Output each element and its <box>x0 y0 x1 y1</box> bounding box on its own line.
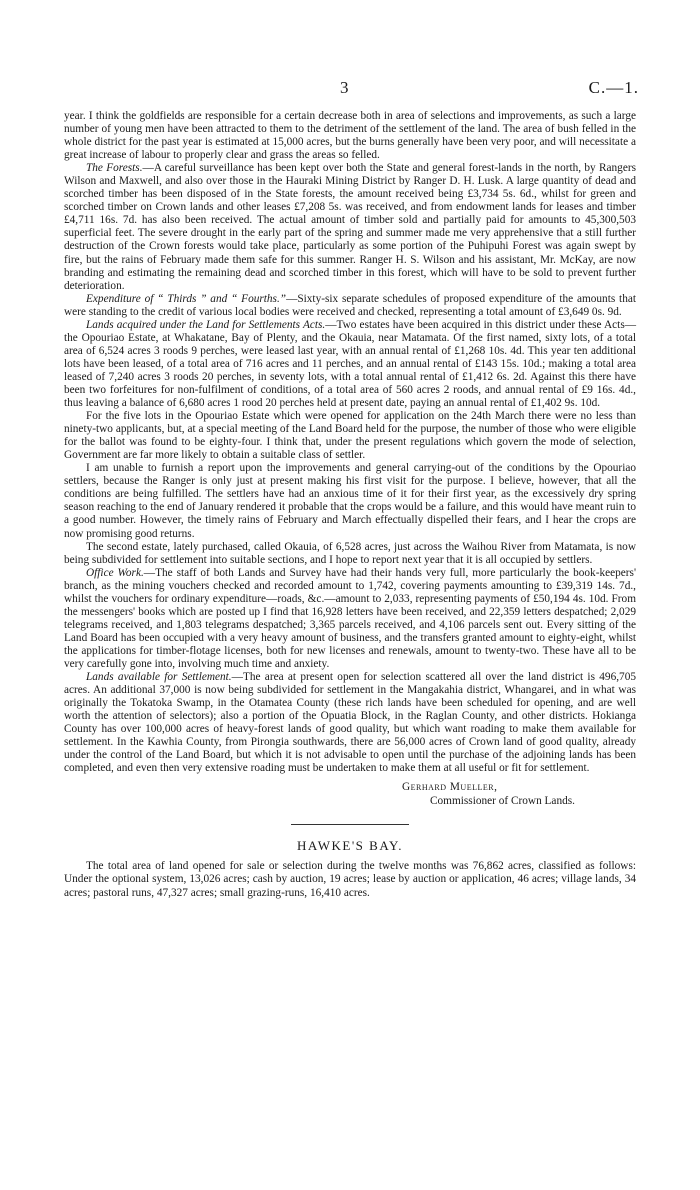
paragraph-thirds-fourths: Expenditure of “ Thirds ” and “ Fourths.”—Sixty-six separate schedules of proposed expenditure of the amounts that were standing to the credit of various local bodies were received and checked, representing a total amount of £3,649 0s. 9d. <box>64 292 636 318</box>
section-heading: Lands available for Settlement. <box>86 671 232 684</box>
paragraph-lands-available: Lands available for Settlement.—The area at present open for selection scattered all over the land district is 496,705 acres. An additional 37,000 is now being subdivided for settlement in the Mangakahia district, Whangarei, and in what was originally the Tokatoka Swamp, in the Otamatea County (these rich lands have been scheduled for opening, and are well worth the attention of selectors); also a portion of the Opuatia Block, in the Raglan County, and other districts. Hokianga County has over 100,000 acres of heavy-forest lands of good quality, but which want roading to make them available for settlement. In the Kawhia County, from Pirongia southwards, there are 56,000 acres of Crown land of good quality, already under the control of the Land Board, but which it is not advisable to open until the purchase of the adjoining lands has been completed, and even then very extensive roading must be undertaken to make them at all useful or fit for settlement. <box>64 671 636 775</box>
paragraph-okauia: The second estate, lately purchased, called Okauia, of 6,528 acres, just across the Waihou River from Matamata, is now being subdivided for settlement into suitable sections, and I hope to report next year that it is all occupied by settlers. <box>64 540 636 566</box>
paragraph-goldfields: year. I think the goldfields are responsible for a certain decrease both in area of selections and improvements, as such a large number of young men have been attracted to them to the detriment of the settlement of the land. The area of bush felled in the whole district for the past year is estimated at 15,000 acres, but the burns generally have been very poor, and will necessitate a great increase of labour to properly clear and grass the areas so felled. <box>64 110 636 162</box>
page-header <box>0 78 700 100</box>
document-reference: C.—1. <box>588 78 639 97</box>
section-heading: Lands acquired under the Land for Settlements Acts. <box>86 318 326 331</box>
signature-block <box>64 781 636 808</box>
page-number: 3 <box>340 78 349 97</box>
section-divider <box>291 824 409 825</box>
section-heading: The Forests. <box>86 162 143 175</box>
paragraph-hawkes-bay: The total area of land opened for sale or selection during the twelve months was 76,862 acres, classified as follows: Under the optional system, 13,026 acres; cash by auction, 19 acres; lease by auction or application, 46 acres; village lands, 34 acres; pastoral runs, 47,327 acres; small grazing-runs, 16,410 acres. <box>64 860 636 899</box>
signatory-title: Commissioner of Crown Lands. <box>430 794 575 807</box>
paragraph-office-work: Office Work.—The staff of both Lands and Survey have had their hands very full, more particularly the book-keepers' branch, as the mining vouchers checked and recorded amount to 1,742, covering payments amounting to £39,319 14s. 7d., whilst the vouchers for ordinary expenditure—roads, &c.—amount to 2,033, representing payments of £50,194 4s. 10d. From the messengers' books which are posted up I find that 16,928 letters have been received, and 22,359 letters despatched; 2,029 telegrams received, and 1,803 telegrams despatched; 3,365 parcels received, and 4,106 parcels sent out. Every sitting of the Land Board has been occupied with a very heavy amount of business, and the transfers granted amount to eighty-eight, whilst the applications for timber-flotage licenses, both for new licenses and renewals, amount to twenty-two. These have all to be very carefully gone into, involving much time and anxiety. <box>64 566 636 670</box>
section-heading: Office Work. <box>86 566 144 579</box>
paragraph-opouriao-lots: For the five lots in the Opouriao Estate which were opened for application on the 24th March there were no less than ninety-two applicants, but, at a special meeting of the Land Board held for the purpose, the number of those who were eligible for the ballot was found to be eighty-four. I think that, under the present regulations which govern the mode of selection, Government are far more likely to obtain a suitable class of settler. <box>64 410 636 462</box>
paragraph-forests: The Forests.—A careful surveillance has been kept over both the State and general forest-lands in the north, by Rangers Wilson and Maxwell, and also over those in the Hauraki Mining District by Ranger D. H. Lusk. A large quantity of dead and scorched timber has been disposed of in the State forests, the amount received being £3,734 5s. 6d., whilst for green and scorched timber on Crown lands and other leases £7,208 5s. was received, and from endowment lands for leases and timber £4,711 16s. 7d. has also been received. The actual amount of timber sold and partially paid for amounts to 45,300,503 superficial feet. The severe drought in the early part of the spring and summer made me very apprehensive that a still further destruction of the Crown forests would take place, particularly as some portion of the Puhipuhi Forest was again swept by fire, but the rains of February made them safe for this summer. Ranger H. S. Wilson and his assistant, Mr. McKay, are now branding and estimating the remaining dead and scorched timber in this forest, which will have to be sold to prevent further deterioration. <box>64 162 636 292</box>
paragraph-opouriao-settlers: I am unable to furnish a report upon the improvements and general carrying-out of the conditions by the Opouriao settlers, because the Ranger is only just at present making his first visit for the purpose. I believe, however, that all the conditions are being fulfilled. The settlers have had an anxious time of it for their first year, as the excessively dry spring season reaching to the end of January rendered it probable that the crops would be a failure, and this would have meant ruin to a good number. However, the timely rains of February and March effectually dispelled their fears, and I hear the crops are now promising good returns. <box>64 462 636 540</box>
report-body <box>64 110 636 900</box>
signatory-name: Gerhard Mueller, <box>402 781 498 794</box>
hawkes-bay-heading: HAWKE'S BAY. <box>297 838 403 854</box>
paragraph-land-settlements: Lands acquired under the Land for Settlements Acts.—Two estates have been acquired in this district under these Acts—the Opouriao Estate, at Whakatane, Bay of Plenty, and the Okauia, near Matamata. Of the first named, sixty lots, of a total area of 6,524 acres 3 roods 9 perches, were leased last year, with an annual rental of £1,268 10s. 4d. This year ten additional lots have been leased, of a total area of 716 acres and 11 perches, and an annual rental of £143 15s. 10d.; making a total area leased of 7,240 acres 3 roods 20 perches, in seventy lots, with a total annual rental of £1,412 6s. 2d. Against this there have been two forfeitures for non-fulfilment of conditions, of a total area of 560 acres 2 roods, and annual rental of £9 16s. 4d., thus leaving a balance of 6,680 acres 1 rood 20 perches held at present date, paying an annual rental of £1,402 9s. 10d. <box>64 318 637 410</box>
section-heading: Expenditure of “ Thirds ” and “ Fourths.” <box>86 292 287 305</box>
